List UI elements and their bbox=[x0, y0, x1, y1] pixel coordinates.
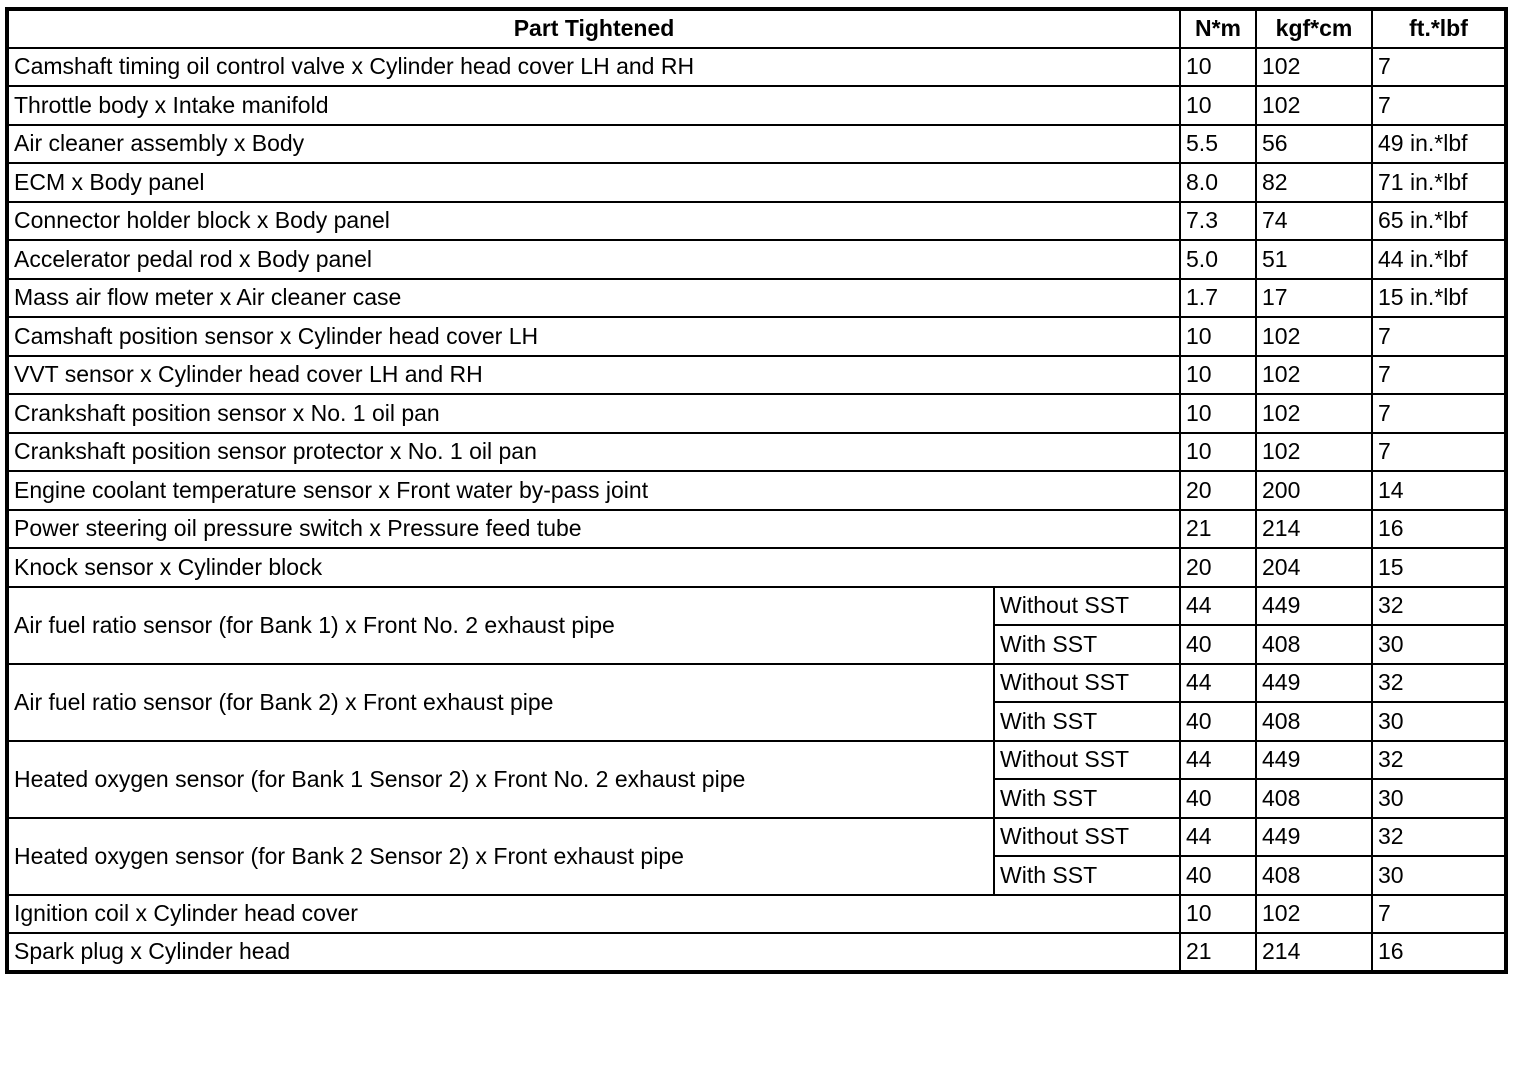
kgfcm-cell: 449 bbox=[1256, 818, 1372, 857]
sst-condition-cell: With SST bbox=[994, 856, 1180, 895]
sst-condition-cell: Without SST bbox=[994, 741, 1180, 780]
sst-part-cell: Heated oxygen sensor (for Bank 1 Sensor 2) x Front No. 2 exhaust pipe bbox=[7, 741, 994, 818]
part-cell: Throttle body x Intake manifold bbox=[7, 86, 1180, 125]
nm-cell: 21 bbox=[1180, 933, 1256, 972]
kgfcm-cell: 449 bbox=[1256, 664, 1372, 703]
part-cell: Engine coolant temperature sensor x Front water by-pass joint bbox=[7, 471, 1180, 510]
part-cell: Camshaft timing oil control valve x Cylinder head cover LH and RH bbox=[7, 48, 1180, 87]
nm-cell: 10 bbox=[1180, 895, 1256, 934]
nm-cell: 10 bbox=[1180, 48, 1256, 87]
sst-condition-cell: Without SST bbox=[994, 664, 1180, 703]
nm-cell: 20 bbox=[1180, 471, 1256, 510]
sst-condition-cell: With SST bbox=[994, 702, 1180, 741]
ftlbf-cell: 32 bbox=[1372, 741, 1506, 780]
ftlbf-cell: 65 in.*lbf bbox=[1372, 202, 1506, 241]
part-cell: Ignition coil x Cylinder head cover bbox=[7, 895, 1180, 934]
nm-cell: 5.5 bbox=[1180, 125, 1256, 164]
nm-cell: 40 bbox=[1180, 856, 1256, 895]
nm-cell: 44 bbox=[1180, 818, 1256, 857]
part-cell: Connector holder block x Body panel bbox=[7, 202, 1180, 241]
header-part-tightened: Part Tightened bbox=[7, 9, 1180, 48]
nm-cell: 21 bbox=[1180, 510, 1256, 549]
ftlbf-cell: 15 bbox=[1372, 548, 1506, 587]
nm-cell: 10 bbox=[1180, 86, 1256, 125]
nm-cell: 40 bbox=[1180, 625, 1256, 664]
ftlbf-cell: 32 bbox=[1372, 587, 1506, 626]
table-row bbox=[7, 48, 1506, 87]
nm-cell: 8.0 bbox=[1180, 163, 1256, 202]
torque-spec-sheet bbox=[5, 7, 1508, 974]
table-row bbox=[7, 86, 1506, 125]
part-cell: Air cleaner assembly x Body bbox=[7, 125, 1180, 164]
kgfcm-cell: 82 bbox=[1256, 163, 1372, 202]
ftlbf-cell: 30 bbox=[1372, 625, 1506, 664]
nm-cell: 10 bbox=[1180, 394, 1256, 433]
kgfcm-cell: 102 bbox=[1256, 433, 1372, 472]
sst-part-cell: Air fuel ratio sensor (for Bank 1) x Front No. 2 exhaust pipe bbox=[7, 587, 994, 664]
table-row bbox=[7, 356, 1506, 395]
kgfcm-cell: 214 bbox=[1256, 933, 1372, 972]
nm-cell: 10 bbox=[1180, 356, 1256, 395]
nm-cell: 40 bbox=[1180, 702, 1256, 741]
sst-part-cell: Air fuel ratio sensor (for Bank 2) x Front exhaust pipe bbox=[7, 664, 994, 741]
table-row bbox=[7, 471, 1506, 510]
kgfcm-cell: 102 bbox=[1256, 394, 1372, 433]
table-row bbox=[7, 317, 1506, 356]
kgfcm-cell: 408 bbox=[1256, 779, 1372, 818]
ftlbf-cell: 16 bbox=[1372, 933, 1506, 972]
sst-row-without bbox=[7, 741, 1506, 780]
ftlbf-cell: 30 bbox=[1372, 702, 1506, 741]
nm-cell: 44 bbox=[1180, 587, 1256, 626]
kgfcm-cell: 408 bbox=[1256, 625, 1372, 664]
table-row bbox=[7, 240, 1506, 279]
part-cell: Crankshaft position sensor x No. 1 oil pan bbox=[7, 394, 1180, 433]
table-row bbox=[7, 433, 1506, 472]
ftlbf-cell: 16 bbox=[1372, 510, 1506, 549]
ftlbf-cell: 30 bbox=[1372, 779, 1506, 818]
kgfcm-cell: 204 bbox=[1256, 548, 1372, 587]
header-nm: N*m bbox=[1180, 9, 1256, 48]
kgfcm-cell: 102 bbox=[1256, 356, 1372, 395]
table-row bbox=[7, 163, 1506, 202]
kgfcm-cell: 408 bbox=[1256, 702, 1372, 741]
kgfcm-cell: 102 bbox=[1256, 895, 1372, 934]
part-cell: ECM x Body panel bbox=[7, 163, 1180, 202]
part-cell: Power steering oil pressure switch x Pressure feed tube bbox=[7, 510, 1180, 549]
ftlbf-cell: 7 bbox=[1372, 433, 1506, 472]
kgfcm-cell: 102 bbox=[1256, 317, 1372, 356]
kgfcm-cell: 17 bbox=[1256, 279, 1372, 318]
sst-part-cell: Heated oxygen sensor (for Bank 2 Sensor 2) x Front exhaust pipe bbox=[7, 818, 994, 895]
header-kgfcm: kgf*cm bbox=[1256, 9, 1372, 48]
sst-condition-cell: With SST bbox=[994, 625, 1180, 664]
ftlbf-cell: 7 bbox=[1372, 356, 1506, 395]
sst-row-without bbox=[7, 664, 1506, 703]
ftlbf-cell: 7 bbox=[1372, 895, 1506, 934]
table-row bbox=[7, 510, 1506, 549]
part-cell: VVT sensor x Cylinder head cover LH and RH bbox=[7, 356, 1180, 395]
kgfcm-cell: 74 bbox=[1256, 202, 1372, 241]
table-row bbox=[7, 548, 1506, 587]
table-row bbox=[7, 125, 1506, 164]
kgfcm-cell: 214 bbox=[1256, 510, 1372, 549]
sst-condition-cell: Without SST bbox=[994, 818, 1180, 857]
nm-cell: 10 bbox=[1180, 433, 1256, 472]
nm-cell: 40 bbox=[1180, 779, 1256, 818]
table-row bbox=[7, 895, 1506, 934]
ftlbf-cell: 14 bbox=[1372, 471, 1506, 510]
part-cell: Spark plug x Cylinder head bbox=[7, 933, 1180, 972]
ftlbf-cell: 7 bbox=[1372, 48, 1506, 87]
ftlbf-cell: 32 bbox=[1372, 818, 1506, 857]
kgfcm-cell: 102 bbox=[1256, 86, 1372, 125]
ftlbf-cell: 30 bbox=[1372, 856, 1506, 895]
ftlbf-cell: 71 in.*lbf bbox=[1372, 163, 1506, 202]
ftlbf-cell: 7 bbox=[1372, 317, 1506, 356]
ftlbf-cell: 7 bbox=[1372, 86, 1506, 125]
nm-cell: 7.3 bbox=[1180, 202, 1256, 241]
nm-cell: 44 bbox=[1180, 664, 1256, 703]
header-ftlbf: ft.*lbf bbox=[1372, 9, 1506, 48]
part-cell: Crankshaft position sensor protector x No. 1 oil pan bbox=[7, 433, 1180, 472]
kgfcm-cell: 449 bbox=[1256, 741, 1372, 780]
kgfcm-cell: 449 bbox=[1256, 587, 1372, 626]
nm-cell: 20 bbox=[1180, 548, 1256, 587]
nm-cell: 5.0 bbox=[1180, 240, 1256, 279]
table-row bbox=[7, 394, 1506, 433]
ftlbf-cell: 44 in.*lbf bbox=[1372, 240, 1506, 279]
kgfcm-cell: 200 bbox=[1256, 471, 1372, 510]
header-row bbox=[7, 9, 1506, 48]
sst-condition-cell: Without SST bbox=[994, 587, 1180, 626]
kgfcm-cell: 56 bbox=[1256, 125, 1372, 164]
kgfcm-cell: 408 bbox=[1256, 856, 1372, 895]
ftlbf-cell: 7 bbox=[1372, 394, 1506, 433]
nm-cell: 1.7 bbox=[1180, 279, 1256, 318]
part-cell: Knock sensor x Cylinder block bbox=[7, 548, 1180, 587]
table-row bbox=[7, 202, 1506, 241]
ftlbf-cell: 49 in.*lbf bbox=[1372, 125, 1506, 164]
ftlbf-cell: 32 bbox=[1372, 664, 1506, 703]
part-cell: Mass air flow meter x Air cleaner case bbox=[7, 279, 1180, 318]
table-row bbox=[7, 933, 1506, 972]
sst-row-without bbox=[7, 587, 1506, 626]
sst-condition-cell: With SST bbox=[994, 779, 1180, 818]
part-cell: Accelerator pedal rod x Body panel bbox=[7, 240, 1180, 279]
kgfcm-cell: 51 bbox=[1256, 240, 1372, 279]
table-row bbox=[7, 279, 1506, 318]
nm-cell: 44 bbox=[1180, 741, 1256, 780]
part-cell: Camshaft position sensor x Cylinder head cover LH bbox=[7, 317, 1180, 356]
nm-cell: 10 bbox=[1180, 317, 1256, 356]
sst-row-without bbox=[7, 818, 1506, 857]
ftlbf-cell: 15 in.*lbf bbox=[1372, 279, 1506, 318]
kgfcm-cell: 102 bbox=[1256, 48, 1372, 87]
torque-table bbox=[5, 7, 1508, 974]
